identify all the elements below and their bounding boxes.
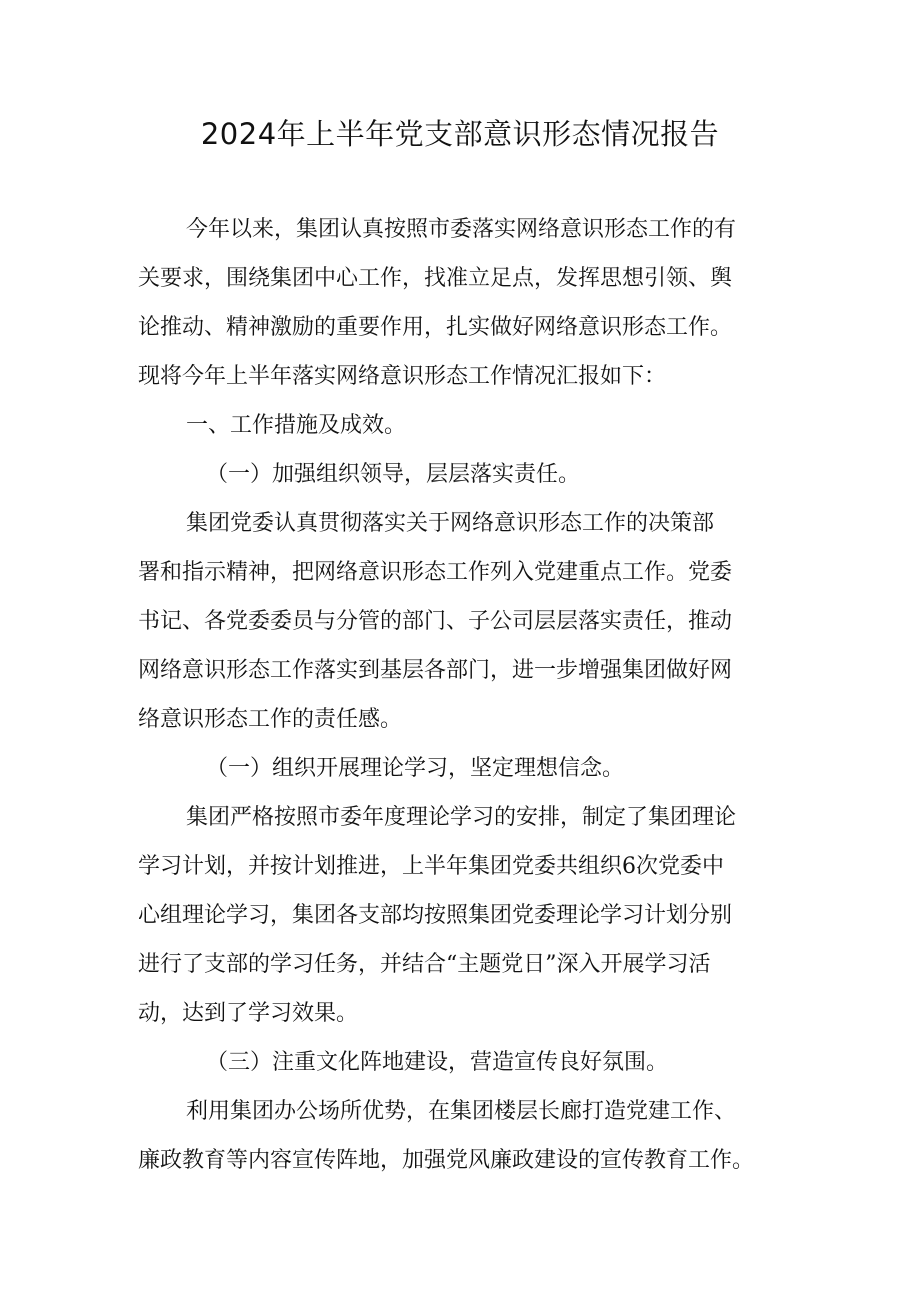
paragraph-line: 心组理论学习，集团各支部均按照集团党委理论学习计划分别 xyxy=(138,903,733,928)
paragraph-line: 现将今年上半年落实网络意识形态工作情况汇报如下： xyxy=(138,364,667,389)
paragraph-line: 集团党委认真贯彻落实关于网络意识形态工作的决策部 xyxy=(186,511,715,536)
document-body xyxy=(138,210,798,1189)
paragraph-line: 书记、各党委委员与分管的部门、子公司层层落实责任，推动 xyxy=(138,609,733,634)
paragraph-line: 动，达到了学习效果。 xyxy=(138,1001,359,1026)
subsection-heading: （三）注重文化阵地建设，营造宣传良好氛围。 xyxy=(206,1050,669,1075)
paragraph-line: 网络意识形态工作落实到基层各部门，进一步增强集团做好网 xyxy=(138,658,733,683)
paragraph-line: 廉政教育等内容宣传阵地，加强党风廉政建设的宣传教育工作。 xyxy=(138,1148,755,1173)
paragraph-line: 学习计划，并按计划推进，上半年集团党委共组织6次党委中 xyxy=(138,854,724,879)
paragraph-line: 关要求，围绕集团中心工作，找准立足点，发挥思想引领、舆 xyxy=(138,266,733,291)
paragraph-line: 进行了支部的学习任务，并结合“主题党日”深入开展学习活 xyxy=(138,952,711,977)
paragraph-line: 络意识形态工作的责任感。 xyxy=(138,707,403,732)
section-heading: 一、工作措施及成效。 xyxy=(186,413,407,438)
subsection-heading: （一）加强组织领导，层层落实责任。 xyxy=(206,462,581,487)
subsection-heading: （一）组织开展理论学习，坚定理想信念。 xyxy=(206,756,625,781)
paragraph-line: 论推动、精神激励的重要作用，扎实做好网络意识形态工作。 xyxy=(138,315,733,340)
paragraph-line: 集团严格按照市委年度理论学习的安排，制定了集团理论 xyxy=(186,805,737,830)
document-title: 2024年上半年党支部意识形态情况报告 xyxy=(200,117,720,151)
paragraph-line: 今年以来，集团认真按照市委落实网络意识形态工作的有 xyxy=(186,217,737,242)
paragraph-line: 利用集团办公场所优势，在集团楼层长廊打造党建工作、 xyxy=(186,1099,737,1124)
paragraph-line: 署和指示精神，把网络意识形态工作列入党建重点工作。党委 xyxy=(138,560,733,585)
